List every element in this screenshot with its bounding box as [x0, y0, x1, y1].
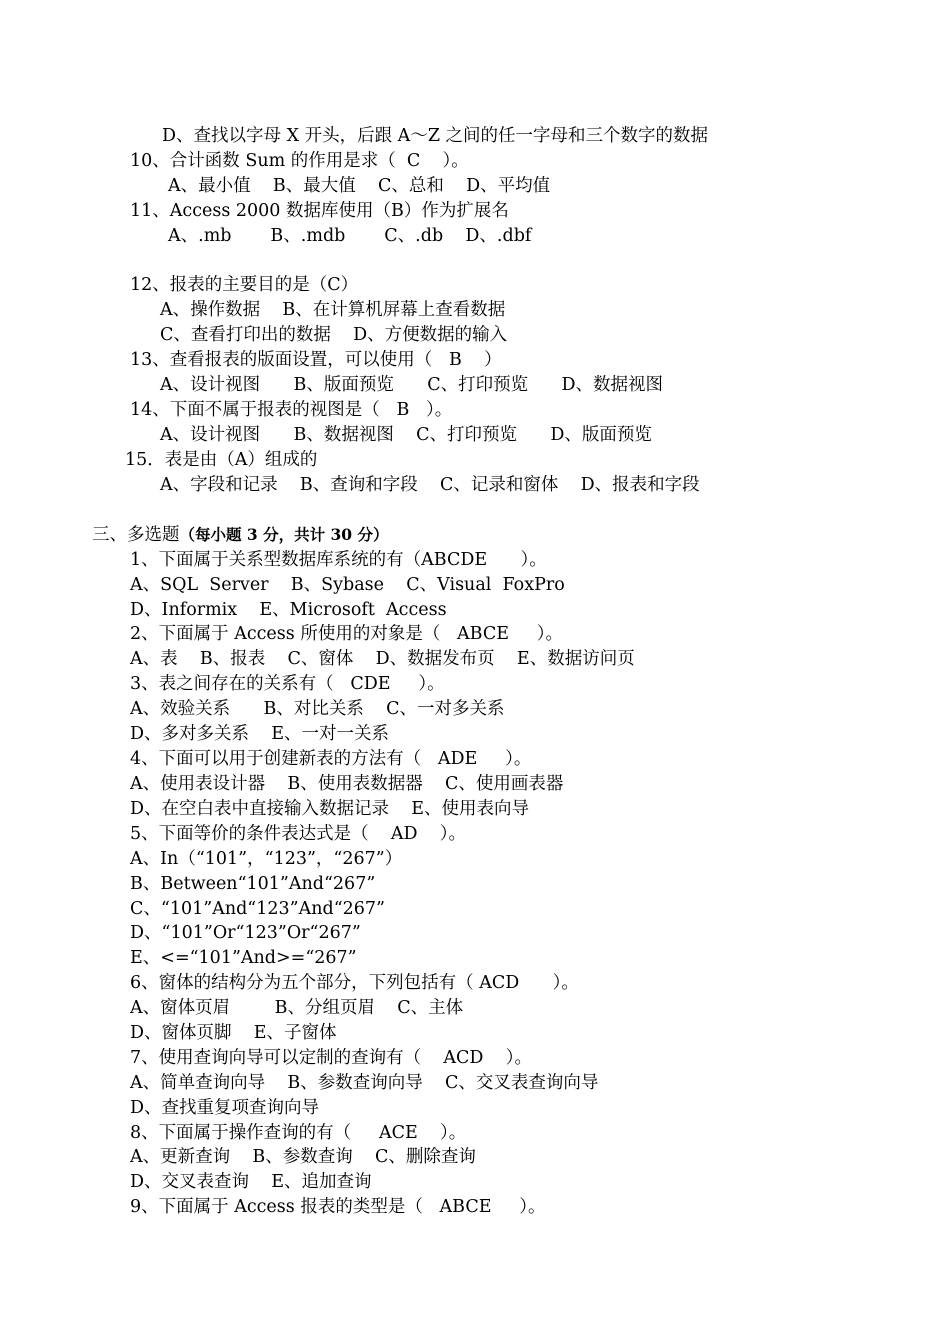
option-line: A、使用表设计器 B、使用表数据器 C、使用画表器 — [130, 774, 564, 794]
question-line: 10、合计函数 Sum 的作用是求（ C ）。 — [130, 151, 469, 171]
option-line: C、查看打印出的数据 D、方便数据的输入 — [160, 325, 508, 345]
option-line: D、在空白表中直接输入数据记录 E、使用表向导 — [130, 799, 530, 819]
option-line: A、窗体页眉 B、分组页眉 C、主体 — [130, 998, 464, 1018]
question-line: 7、使用查询向导可以定制的查询有（ ACD ）。 — [130, 1048, 532, 1068]
option-line: A、效验关系 B、对比关系 C、一对多关系 — [130, 699, 505, 719]
option-line: D、Informix E、Microsoft Access — [130, 600, 447, 620]
question-line: 15．表是由（A）组成的 — [125, 450, 318, 470]
question-line: 12、报表的主要目的是（C） — [130, 275, 359, 295]
question-line: 5、下面等价的条件表达式是（ AD ）。 — [130, 824, 467, 844]
question-line: 2、下面属于 Access 所使用的对象是（ ABCE ）。 — [130, 624, 564, 644]
question-line: 1、下面属于关系型数据库系统的有（ABCDE ）。 — [130, 550, 547, 570]
question-line: 3、表之间存在的关系有（ CDE ）。 — [130, 674, 445, 694]
option-line: D、“101”Or“123”Or“267” — [130, 923, 361, 943]
option-line: D、窗体页脚 E、子窗体 — [130, 1023, 337, 1043]
option-line: C、“101”And“123”And“267” — [130, 899, 385, 919]
option-line: A、更新查询 B、参数查询 C、删除查询 — [130, 1147, 476, 1167]
question-line: 4、下面可以用于创建新表的方法有（ ADE ）。 — [130, 749, 532, 769]
question-line: 6、窗体的结构分为五个部分，下列包括有（ ACD ）。 — [130, 973, 579, 993]
question-line: 14、下面不属于报表的视图是（ B ）。 — [130, 400, 453, 420]
option-line: A、简单查询向导 B、参数查询向导 C、交叉表查询向导 — [130, 1073, 599, 1093]
option-line: A、SQL Server B、Sybase C、Visual FoxPro — [130, 575, 565, 595]
section-title: 三、多选题 — [92, 525, 180, 545]
section-note: （每小题 3 分，共计 30 分） — [179, 525, 389, 544]
option-line: B、Between“101”And“267” — [130, 874, 376, 894]
option-line: D、查找重复项查询向导 — [130, 1098, 320, 1118]
option-line: A、字段和记录 B、查询和字段 C、记录和窗体 D、报表和字段 — [160, 475, 700, 495]
option-line: A、操作数据 B、在计算机屏幕上查看数据 — [160, 300, 506, 320]
option-line: A、In（“101”，“123”，“267”） — [130, 849, 403, 869]
option-line: D、交叉表查询 E、追加查询 — [130, 1172, 372, 1192]
option-line: A、表 B、报表 C、窗体 D、数据发布页 E、数据访问页 — [130, 649, 635, 669]
option-line: E、<=“101”And>=“267” — [130, 948, 357, 968]
option-line: A、设计视图 B、数据视图 C、打印预览 D、版面预览 — [160, 425, 652, 445]
option-line: A、.mb B、.mdb C、.db D、.dbf — [168, 226, 532, 246]
section-heading — [92, 523, 388, 547]
option-line: D、多对多关系 E、一对一关系 — [130, 724, 390, 744]
question-line: 11、Access 2000 数据库使用（B）作为扩展名 — [130, 201, 509, 221]
option-line: A、最小值 B、最大值 C、总和 D、平均值 — [168, 176, 551, 196]
option-line: A、设计视图 B、版面预览 C、打印预览 D、数据视图 — [160, 375, 664, 395]
question-line: 9、下面属于 Access 报表的类型是（ ABCE ）。 — [130, 1197, 546, 1217]
question-line: 13、查看报表的版面设置，可以使用（ B ） — [130, 350, 502, 370]
question-line: 8、下面属于操作查询的有（ ACE ）。 — [130, 1123, 467, 1143]
option-line: D、查找以字母 X 开头，后跟 A～Z 之间的任一字母和三个数字的数据 — [162, 126, 709, 146]
